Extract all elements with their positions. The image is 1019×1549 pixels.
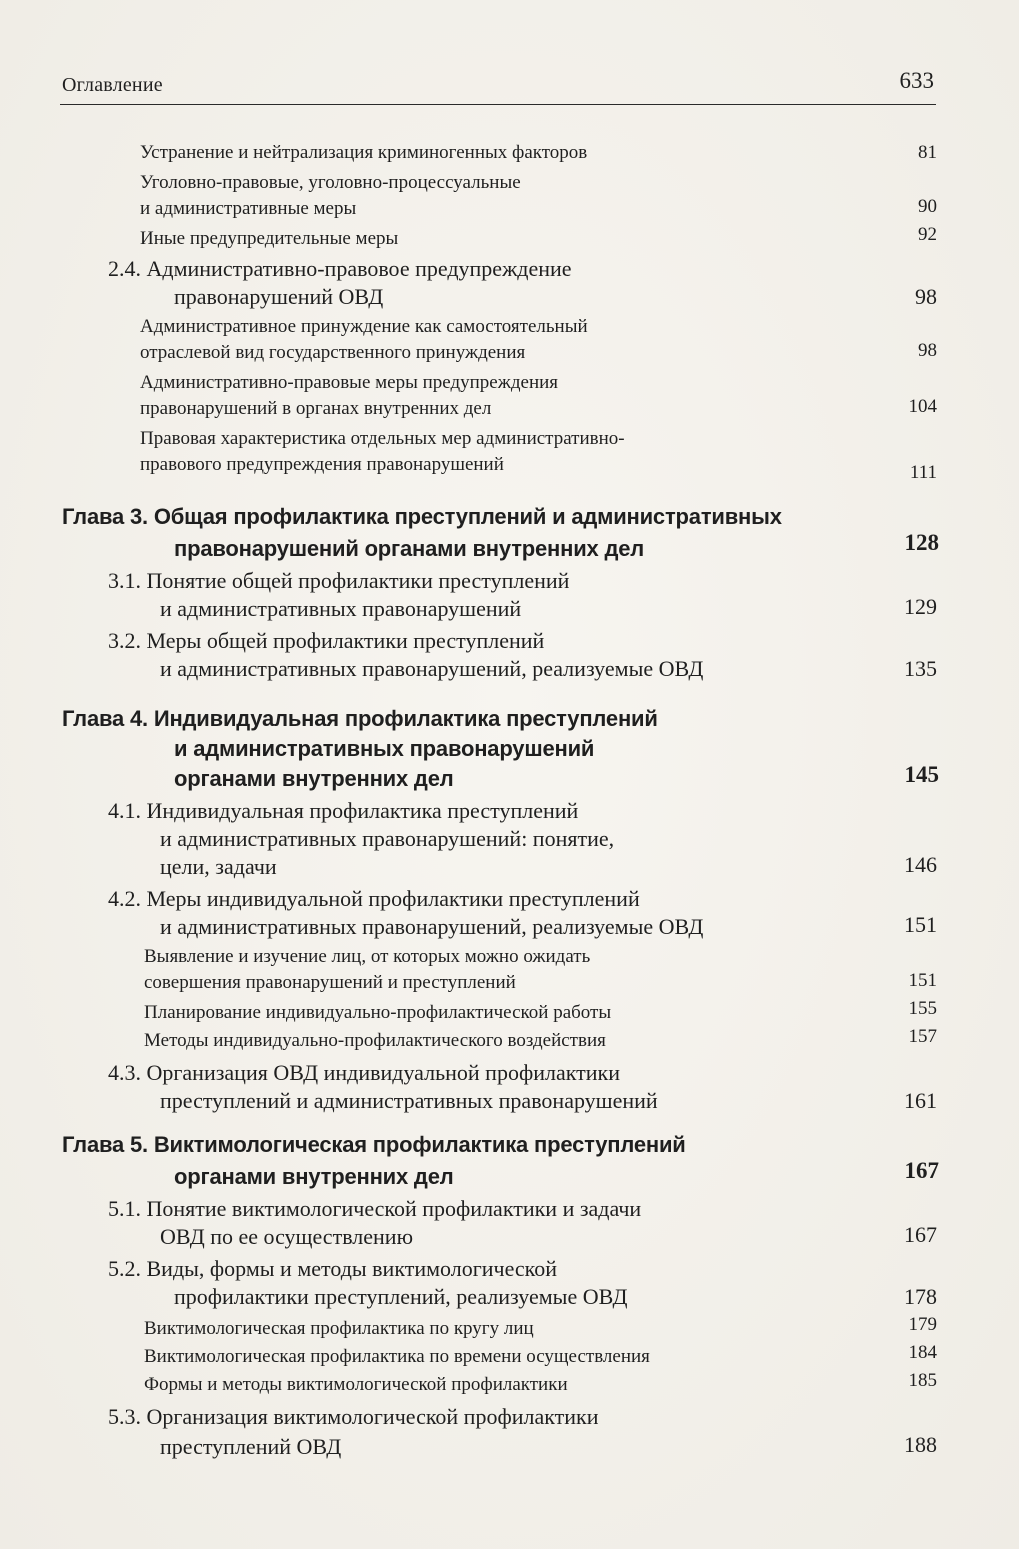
- toc-page-number: 145: [904, 762, 939, 787]
- toc-section-line: и административных правонарушений: [160, 596, 522, 621]
- toc-section-line: 5.2. Виды, формы и методы виктимологической: [108, 1256, 558, 1281]
- toc-section-line: 3.1. Понятие общей профилактики преступлений: [108, 568, 570, 593]
- toc-page-number: 185: [908, 1370, 937, 1391]
- toc-chapter-title: Глава 4. Индивидуальная профилактика преступлений: [62, 706, 658, 731]
- toc-section-line: и административных правонарушений, реализуемые ОВД: [160, 914, 704, 939]
- toc-page-number: 128: [904, 530, 939, 555]
- toc-subsection-line: Виктимологическая профилактика по кругу лиц: [144, 1318, 534, 1339]
- toc-subsection-line: Формы и методы виктимологической профилактики: [144, 1374, 568, 1395]
- toc-section-line: ОВД по ее осуществлению: [160, 1224, 414, 1249]
- toc-page-number: 98: [918, 340, 937, 361]
- toc-chapter-title: правонарушений органами внутренних дел: [174, 536, 645, 561]
- toc-page-number: 161: [904, 1088, 937, 1113]
- toc-subsection-line: Административно-правовые меры предупреждения: [140, 372, 559, 393]
- toc-page-number: 184: [908, 1342, 937, 1363]
- toc-page-number: 151: [904, 912, 937, 937]
- toc-section-line: 4.1. Индивидуальная профилактика преступлений: [108, 798, 579, 823]
- toc-subsection-line: Выявление и изучение лиц, от которых можно ожидать: [144, 946, 591, 967]
- toc-section-line: и административных правонарушений: понятие,: [160, 826, 615, 851]
- toc-page-number: 90: [918, 196, 937, 217]
- toc-subsection-line: Планирование индивидуально-профилактической работы: [144, 1002, 612, 1023]
- toc-page-number: 98: [915, 284, 937, 309]
- toc-section-line: 5.1. Понятие виктимологической профилактики и задачи: [108, 1196, 642, 1221]
- toc-section-line: 2.4. Административно-правовое предупреждение: [108, 256, 572, 281]
- toc-section-line: 4.2. Меры индивидуальной профилактики преступлений: [108, 886, 640, 911]
- toc-page-number: 178: [904, 1284, 937, 1309]
- toc-page-number: 167: [904, 1222, 937, 1247]
- toc-page-number: 155: [908, 998, 937, 1019]
- toc-subsection-line: совершения правонарушений и преступлений: [144, 972, 516, 993]
- toc-chapter-title: Глава 3. Общая профилактика преступлений и административных: [62, 504, 782, 529]
- toc-section-line: 4.3. Организация ОВД индивидуальной профилактики: [108, 1060, 620, 1085]
- toc-section-line: преступлений и административных правонарушений: [160, 1088, 658, 1113]
- toc-page-number: 151: [908, 970, 937, 991]
- toc-chapter-title: Глава 5. Виктимологическая профилактика преступлений: [62, 1132, 686, 1157]
- toc-subsection-line: Методы индивидуально-профилактического воздействия: [144, 1030, 606, 1051]
- toc-page-number: 104: [908, 396, 937, 417]
- toc-page-number: 188: [904, 1432, 937, 1457]
- toc-subsection-line: и административные меры: [140, 198, 357, 219]
- toc-page-number: 92: [918, 224, 937, 245]
- page-number: 633: [899, 68, 934, 93]
- toc-section-line: и административных правонарушений, реализуемые ОВД: [160, 656, 704, 681]
- toc-chapter-title: органами внутренних дел: [174, 766, 454, 791]
- toc-subsection-line: Административное принуждение как самостоятельный: [140, 316, 588, 337]
- toc-section-line: цели, задачи: [160, 854, 277, 879]
- toc-section-line: правонарушений ОВД: [174, 284, 384, 309]
- toc-section-line: 5.3. Организация виктимологической профилактики: [108, 1404, 599, 1429]
- toc-subsection-line: правового предупреждения правонарушений: [140, 454, 504, 475]
- toc-section-line: преступлений ОВД: [160, 1434, 342, 1459]
- toc-page-number: 111: [909, 462, 937, 483]
- toc-subsection-line: Виктимологическая профилактика по времени осуществления: [144, 1346, 650, 1367]
- toc-page-number: 167: [904, 1158, 939, 1183]
- toc-section-line: профилактики преступлений, реализуемые ОВД: [174, 1284, 628, 1309]
- toc-page-number: 81: [918, 142, 937, 163]
- toc-subsection-line: Правовая характеристика отдельных мер административно-: [140, 428, 625, 449]
- toc-page-number: 135: [904, 656, 937, 681]
- running-head: Оглавление: [62, 74, 163, 96]
- toc-chapter-title: и административных правонарушений: [174, 736, 595, 761]
- toc-subsection-line: Устранение и нейтрализация криминогенных факторов: [140, 142, 588, 163]
- toc-chapter-title: органами внутренних дел: [174, 1164, 454, 1189]
- toc-page-number: 129: [904, 594, 937, 619]
- toc-subsection-line: Уголовно-правовые, уголовно-процессуальные: [140, 172, 521, 193]
- toc-subsection-line: правонарушений в органах внутренних дел: [140, 398, 492, 419]
- toc-page-number: 157: [908, 1026, 937, 1047]
- toc-page-number: 146: [904, 852, 937, 877]
- toc-subsection-line: отраслевой вид государственного принуждения: [140, 342, 526, 363]
- toc-section-line: 3.2. Меры общей профилактики преступлений: [108, 628, 545, 653]
- toc-subsection-line: Иные предупредительные меры: [140, 228, 399, 249]
- toc-page-number: 179: [908, 1314, 937, 1335]
